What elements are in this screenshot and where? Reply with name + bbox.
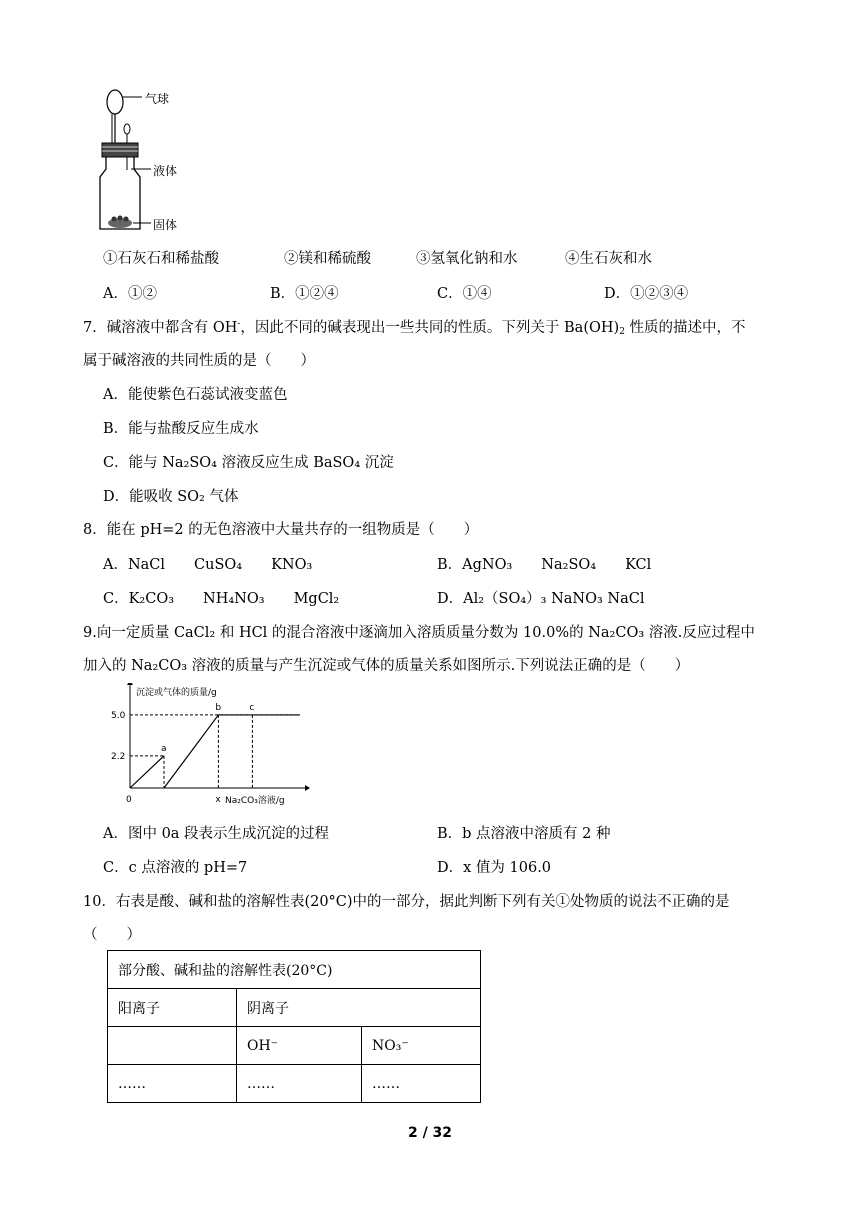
q6-option-a: A．①②: [103, 286, 157, 302]
q9-option-b: B．b 点溶液中溶质有 2 种: [437, 826, 611, 842]
q8-option-b: B．AgNO₃ Na₂SO₄ KCl: [437, 557, 652, 573]
table-row: [108, 951, 481, 989]
q6-option-b: B．①②④: [270, 286, 339, 302]
y-axis-label: 沉淀或气体的质量/g: [136, 688, 217, 698]
q8-option-d: D．Al₂（SO₄）₃ NaNO₃ NaCl: [437, 591, 645, 607]
point-label: b: [215, 702, 222, 713]
q6-option-d: D．①②③④: [604, 286, 689, 302]
q9-option-a: A．图中 0a 段表示生成沉淀的过程: [103, 826, 330, 842]
table-cell: ……: [237, 1065, 362, 1103]
balloon-label: 气球: [145, 92, 170, 106]
solid-label: 固体: [153, 218, 178, 232]
x-tick-label: x: [215, 795, 221, 805]
table-cell: ……: [362, 1065, 481, 1103]
q7-option-a: A．能使紫色石蕊试液变蓝色: [103, 387, 288, 403]
q6-item-3: ③氢氧化钠和水: [416, 251, 518, 267]
table-cell-empty: [108, 1027, 237, 1065]
q8-stem: 8．能在 pH=2 的无色溶液中大量共存的一组物质是（ ）: [83, 522, 479, 538]
q9-option-c: C．c 点溶液的 pH=7: [103, 860, 248, 876]
solubility-table: [107, 950, 481, 1103]
q7-option-b: B．能与盐酸反应生成水: [103, 421, 259, 437]
liquid-label: 液体: [153, 164, 178, 178]
q7-stem-line1: 7．碱溶液中都含有 OH-，因此不同的碱表现出一些共同的性质。下列关于 $Ba(OH)_2$ 性质的描述中，不: [83, 319, 746, 337]
table-title: 部分酸、碱和盐的溶解性表(20°C): [108, 951, 481, 989]
apparatus-figure: [95, 85, 205, 235]
q10-stem-line2: （ ）: [83, 927, 141, 943]
no3-header: NO₃⁻: [362, 1027, 481, 1065]
y-tick-label: 5.0: [111, 710, 126, 721]
q7-option-c: C．能与 Na₂SO₄ 溶液反应生成 BaSO₄ 沉淀: [103, 455, 394, 471]
series-line-1: [130, 756, 164, 788]
x-axis-arrow: [305, 785, 310, 791]
series-line-2: [164, 715, 300, 788]
y-tick-label: 2.2: [111, 751, 126, 762]
page-number: 2 / 32: [407, 1125, 453, 1141]
q9-option-d: D．x 值为 106.0: [437, 860, 552, 876]
q8-option-a: A．NaCl CuSO₄ KNO₃: [103, 557, 313, 573]
table-cell: ……: [108, 1065, 237, 1103]
q9-chart: [105, 683, 310, 813]
y-axis-arrow: [127, 683, 133, 685]
q7-stem-line2: 属于碱溶液的共同性质的是（ ）: [83, 353, 315, 369]
q6-option-c: C．①④: [437, 286, 492, 302]
q10-stem-line1: 10．右表是酸、碱和盐的溶解性表(20°C)中的一部分，据此判断下列有关①处物质的说法不正确的是: [83, 894, 730, 910]
point-label: c: [249, 702, 255, 713]
q8-option-c: C．K₂CO₃ NH₄NO₃ MgCl₂: [103, 591, 340, 607]
q7-option-d: D．能吸收 SO₂ 气体: [103, 489, 239, 505]
table-row: [108, 989, 481, 1027]
q6-item-4: ④生石灰和水: [565, 251, 652, 267]
cation-header: 阳离子: [108, 989, 237, 1027]
q9-stem-line1: 9.向一定质量 CaCl₂ 和 HCl 的混合溶液中逐滴加入溶质质量分数为 10.0%的 Na₂CO₃ 溶液.反应过程中: [83, 625, 755, 641]
table-row: [108, 1027, 481, 1065]
q9-stem-line2: 加入的 Na₂CO₃ 溶液的质量与产生沉淀或气体的质量关系如图所示.下列说法正确的是（ ）: [83, 658, 690, 674]
q6-item-1: ①石灰石和稀盐酸: [103, 251, 219, 267]
x-tick-label: 0: [126, 795, 132, 805]
oh-header: OH⁻: [237, 1027, 362, 1065]
x-axis-label: Na₂CO₃溶液/g: [225, 796, 285, 806]
table-row: [108, 1065, 481, 1103]
anion-header: 阴离子: [237, 989, 481, 1027]
q6-item-2: ②镁和稀硫酸: [284, 251, 371, 267]
point-label: a: [161, 743, 167, 754]
